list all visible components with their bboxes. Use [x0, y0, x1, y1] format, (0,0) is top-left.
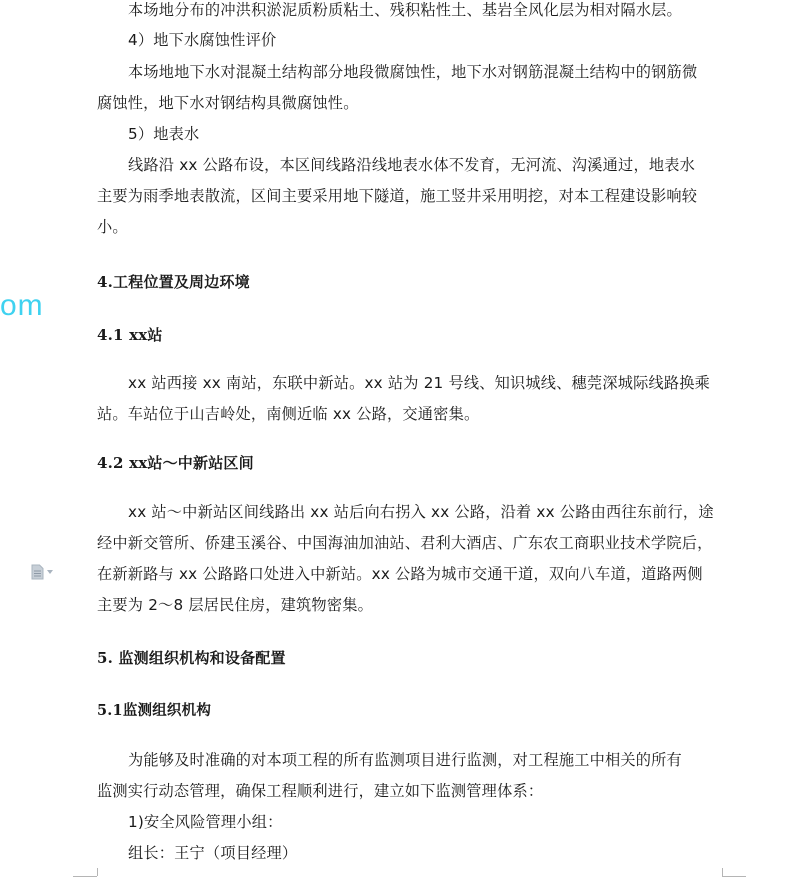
chevron-down-icon: [47, 570, 53, 574]
paragraph-line: 线路沿 xx 公路布设，本区间线路沿线地表水体不发育，无河流、沟溪通过，地表水: [128, 156, 695, 174]
document-icon: [31, 564, 44, 580]
paragraph-line: 为能够及时准确的对本项工程的所有监测项目进行监测，对工程施工中相关的所有: [128, 751, 682, 769]
paragraph-line: 本场地地下水对混凝土结构部分地段微腐蚀性，地下水对钢筋混凝土结构中的钢筋微: [128, 63, 698, 81]
paragraph-line: 本场地分布的冲洪积淤泥质粉质粘土、残积粘性土、基岩全风化层为相对隔水层。: [128, 1, 682, 19]
section-heading-5-1: 5.1监测组织机构: [97, 702, 212, 719]
section-heading-4-1: 4.1 xx站: [97, 326, 163, 344]
paragraph-line: 站。车站位于山吉岭处，南侧近临 xx 公路，交通密集。: [97, 405, 480, 423]
paragraph-line: 经中新交管所、侨建玉溪谷、中国海油加油站、君利大酒店、广东农工商职业技术学院后，: [97, 534, 713, 552]
list-item: 组长：王宁（项目经理）: [128, 844, 298, 862]
watermark-text: om: [0, 289, 44, 322]
page-margin-mark: [97, 868, 98, 876]
paragraph-line: 主要为雨季地表散流，区间主要采用地下隧道，施工竖井采用明挖，对本工程建设影响较: [97, 187, 698, 205]
paragraph-line: 监测实行动态管理，确保工程顺利进行，建立如下监测管理体系：: [97, 782, 544, 800]
section-heading-4: 4.工程位置及周边环境: [97, 273, 250, 291]
paragraph-line: xx 站西接 xx 南站，东联中新站。xx 站为 21 号线、知识城线、穗莞深城际线路换乘: [128, 374, 711, 392]
paragraph-line: xx 站～中新站区间线路出 xx 站后向右拐入 xx 公路，沿着 xx 公路由西往东前行，途: [128, 503, 714, 521]
sub-heading-surface-water: 5）地表水: [128, 125, 200, 143]
paragraph-line: 小。: [97, 218, 128, 236]
sub-heading-groundwater-corrosion: 4）地下水腐蚀性评价: [128, 31, 277, 49]
paragraph-line: 腐蚀性，地下水对钢结构具微腐蚀性。: [97, 94, 359, 112]
paragraph-line: 主要为 2～8 层居民住房，建筑物密集。: [97, 596, 373, 614]
section-heading-5: 5. 监测组织机构和设备配置: [97, 649, 286, 667]
page-margin-mark: [722, 868, 723, 876]
list-item-heading: 1)安全风险管理小组：: [128, 813, 283, 831]
paragraph-line: 在新新路与 xx 公路路口处进入中新站。xx 公路为城市交通干道，双向八车道，道路两侧: [97, 565, 703, 583]
section-heading-4-2: 4.2 xx站～中新站区间: [97, 454, 254, 472]
paragraph-options-button[interactable]: [31, 563, 57, 581]
